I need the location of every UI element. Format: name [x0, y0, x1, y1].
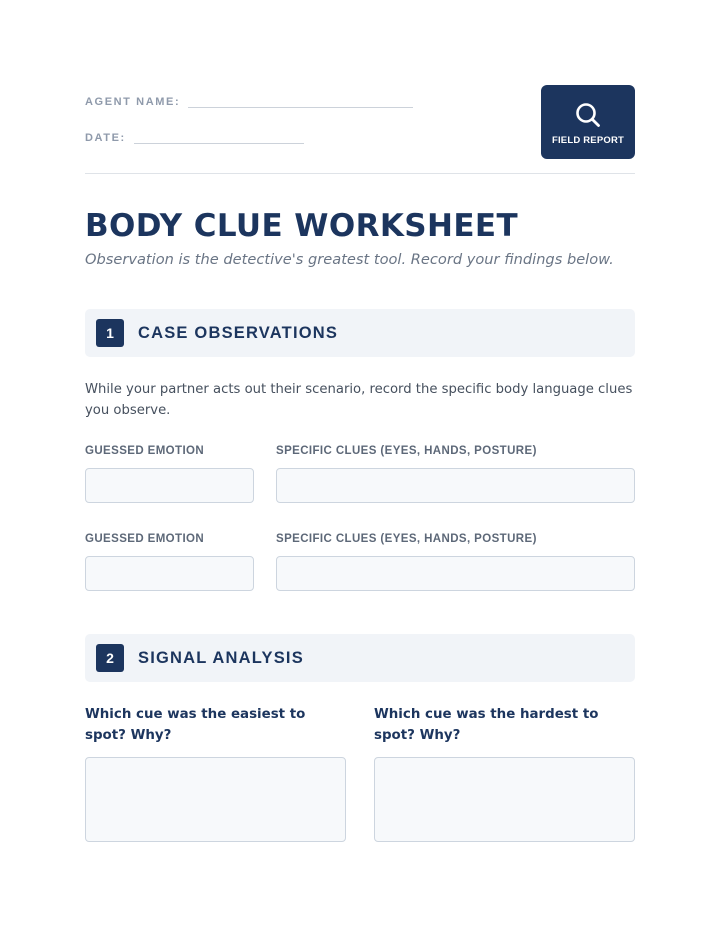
specific-clues-label: SPECIFIC CLUES (EYES, HANDS, POSTURE) — [276, 533, 537, 545]
page-title: BODY CLUE WORKSHEET — [85, 208, 519, 244]
specific-clues-label: SPECIFIC CLUES (EYES, HANDS, POSTURE) — [276, 445, 537, 457]
header — [85, 0, 635, 174]
guessed-emotion-label: GUESSED EMOTION — [85, 445, 205, 457]
section-number: 1 — [96, 319, 124, 347]
agent-name-line[interactable] — [188, 96, 413, 108]
magnifier-icon — [574, 101, 602, 129]
guessed-emotion-field[interactable] — [85, 556, 254, 591]
section-title: CASE OBSERVATIONS — [138, 323, 339, 342]
specific-clues-field[interactable] — [276, 468, 635, 503]
section-number: 2 — [96, 644, 124, 672]
date-line[interactable] — [134, 132, 304, 144]
page-subtitle: Observation is the detective's greatest tool. Record your findings below. — [85, 251, 614, 268]
guessed-emotion-field[interactable] — [85, 468, 254, 503]
guessed-emotion-label: GUESSED EMOTION — [85, 533, 205, 545]
easiest-cue-answer-field[interactable] — [85, 757, 346, 842]
section-title: SIGNAL ANALYSIS — [138, 648, 304, 667]
section-signal-analysis — [85, 634, 635, 682]
date-label: DATE: — [85, 132, 126, 144]
hardest-cue-answer-field[interactable] — [374, 757, 635, 842]
agent-name-label: AGENT NAME: — [85, 96, 181, 108]
agent-name-row — [85, 96, 413, 108]
easiest-cue-question: Which cue was the easiest to spot? Why? — [85, 707, 306, 743]
field-report-badge — [541, 85, 635, 159]
section-case-observations — [85, 309, 635, 357]
date-row — [85, 132, 304, 144]
specific-clues-field[interactable] — [276, 556, 635, 591]
section-intro: While your partner acts out their scenario, record the specific body language clues you observe. — [85, 382, 633, 418]
hardest-cue-question: Which cue was the hardest to spot? Why? — [374, 707, 599, 743]
badge-label: FIELD REPORT — [551, 134, 625, 146]
